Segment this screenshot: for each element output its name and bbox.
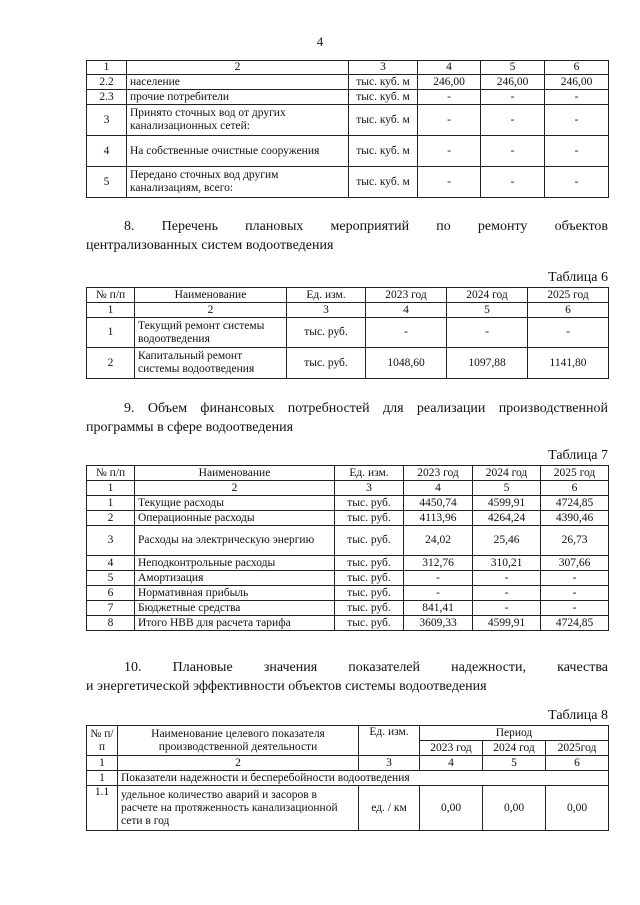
cell: 1 [87,771,118,786]
table-6 [86,287,609,379]
cell: тыс. куб. м [349,90,418,105]
header-cell: Ед. изм. [287,288,366,303]
cell: тыс. руб. [335,586,404,601]
table-row [87,136,609,167]
cell: 3 [87,526,135,556]
cell: 4 [418,61,481,75]
cell: тыс. руб. [335,556,404,571]
cell: - [418,105,481,136]
cell: - [481,167,545,198]
cell: - [418,136,481,167]
cell: Передано сточных вод другим канализациям, всего: [127,167,349,198]
cell: - [545,136,609,167]
cell: 2.2 [87,75,127,90]
table-header-row [87,726,609,741]
cell: 1 [87,61,127,75]
table-group-row [87,771,609,786]
cell: 310,21 [473,556,541,571]
table-row [87,526,609,556]
cell: 2.3 [87,90,127,105]
header-cell: Ед. изм. [359,726,420,756]
section-10-heading [86,658,608,696]
cell: 6 [528,303,609,318]
cell: 312,76 [404,556,473,571]
header-cell: № п/п [87,288,135,303]
cell: 5 [447,303,528,318]
cell: 4 [404,481,473,496]
table-continued [86,60,609,198]
table-row [87,586,609,601]
cell: Амортизация [135,571,335,586]
cell: тыс. руб. [335,616,404,631]
cell: 4113,96 [404,511,473,526]
section-9-heading [86,399,608,437]
table-row [87,556,609,571]
cell: Показатели надежности и бесперебойности водоотведения [118,771,609,786]
table-8-label: Таблица 8 [548,708,608,723]
table-index-row [87,303,609,318]
cell: 3609,33 [404,616,473,631]
cell: - [366,318,447,348]
cell: 1097,88 [447,348,528,379]
cell: 3 [287,303,366,318]
cell: 2 [87,511,135,526]
table-8 [86,725,609,831]
cell: тыс. куб. м [349,136,418,167]
cell: 6 [545,61,609,75]
cell: 0,00 [546,786,609,831]
cell: Капитальный ремонт системы водоотведения [135,348,287,379]
header-cell: Период [420,726,609,741]
cell: тыс. руб. [335,601,404,616]
cell: 6 [541,481,609,496]
cell: 0,00 [420,786,483,831]
cell: - [404,571,473,586]
cell: - [473,571,541,586]
cell: 2 [87,348,135,379]
table-index-row [87,481,609,496]
cell: 1 [87,756,118,771]
cell: 1141,80 [528,348,609,379]
cell: 4390,46 [541,511,609,526]
cell: 3 [87,105,127,136]
section-9-line-1: 9. Объем финансовых потребностей для реализации производственной [124,401,608,416]
header-cell: № п/п [87,726,118,756]
cell: - [545,90,609,105]
table-6-label: Таблица 6 [548,270,608,285]
cell: Операционные расходы [135,511,335,526]
cell: 4 [87,136,127,167]
cell: 4 [366,303,447,318]
cell: 3 [335,481,404,496]
cell: ед. / км [359,786,420,831]
cell: - [481,105,545,136]
table-row [87,496,609,511]
table-row [87,75,609,90]
table-header-row [87,288,609,303]
cell: Расходы на электрическую энергию [135,526,335,556]
cell: - [541,571,609,586]
header-cell: Ед. изм. [335,466,404,481]
header-cell: 2025 год [541,466,609,481]
header-cell: 2023 год [404,466,473,481]
cell: Нормативная прибыль [135,586,335,601]
cell: 4599,91 [473,616,541,631]
cell: 4724,85 [541,616,609,631]
cell: тыс. руб. [335,526,404,556]
cell: - [541,601,609,616]
cell: 2 [135,481,335,496]
cell: 2 [127,61,349,75]
cell: - [404,586,473,601]
cell: тыс. руб. [287,318,366,348]
cell: - [481,90,545,105]
cell: 6 [546,756,609,771]
cell: тыс. руб. [287,348,366,379]
cell: 1 [87,318,135,348]
table-row [87,511,609,526]
table-row [87,90,609,105]
cell: 1048,60 [366,348,447,379]
header-cell: 2024 год [447,288,528,303]
cell: - [481,136,545,167]
cell: тыс. руб. [335,496,404,511]
header-cell: 2025 год [528,288,609,303]
cell: 26,73 [541,526,609,556]
cell: 841,41 [404,601,473,616]
table-row [87,571,609,586]
cell: 0,00 [483,786,546,831]
cell: удельное количество аварий и засоров в расчете на протяженность канализационной сети в год [118,786,359,831]
header-cell: 2023 год [366,288,447,303]
cell: 246,00 [418,75,481,90]
header-cell: 2025год [546,741,609,756]
header-cell: 2024 год [473,466,541,481]
cell: Итого НВВ для расчета тарифа [135,616,335,631]
table-7-label: Таблица 7 [548,448,608,463]
cell: 4724,85 [541,496,609,511]
cell: 7 [87,601,135,616]
table-index-row [87,756,609,771]
section-8-heading [86,217,608,255]
cell: На собственные очистные сооружения [127,136,349,167]
cell: Неподконтрольные расходы [135,556,335,571]
cell: - [418,90,481,105]
cell: 2 [118,756,359,771]
header-cell: Наименование целевого показателя производственной деятельности [118,726,359,756]
cell: 8 [87,616,135,631]
cell: 4 [87,556,135,571]
cell: тыс. руб. [335,511,404,526]
cell: 4 [420,756,483,771]
table-row [87,105,609,136]
cell: 307,66 [541,556,609,571]
cell: 5 [483,756,546,771]
cell: 5 [481,61,545,75]
cell: - [473,601,541,616]
cell: - [541,586,609,601]
table-header-row [87,466,609,481]
cell: тыс. куб. м [349,75,418,90]
section-10-line-1: 10. Плановые значения показателей надежности, качества [124,660,608,675]
cell: 4599,91 [473,496,541,511]
cell: тыс. руб. [335,571,404,586]
cell: 3 [359,756,420,771]
cell: 1 [87,481,135,496]
section-8-line-1: 8. Перечень плановых мероприятий по ремонту объектов [124,219,608,234]
cell: тыс. куб. м [349,105,418,136]
table-7 [86,465,609,631]
header-cell: Наименование [135,288,287,303]
cell: - [545,167,609,198]
table-row [87,318,609,348]
header-cell: Наименование [135,466,335,481]
cell: 3 [349,61,418,75]
page-number: 4 [316,34,324,49]
cell: 5 [87,167,127,198]
cell: - [528,318,609,348]
cell: 25,46 [473,526,541,556]
cell: Бюджетные средства [135,601,335,616]
cell: Принято сточных вод от других канализационных сетей: [127,105,349,136]
cell: 5 [87,571,135,586]
cell: 1.1 [87,786,118,831]
cell: 246,00 [481,75,545,90]
cell: 1 [87,303,135,318]
cell: прочие потребители [127,90,349,105]
table-row [87,348,609,379]
table-row [87,167,609,198]
cell: 24,02 [404,526,473,556]
header-cell: № п/п [87,466,135,481]
section-10-line-2: и энергетической эффективности объектов системы водоотведения [86,679,487,694]
table-row [87,616,609,631]
cell: 6 [87,586,135,601]
cell: население [127,75,349,90]
cell: - [545,105,609,136]
header-cell: 2023 год [420,741,483,756]
cell: 5 [473,481,541,496]
table-row [87,601,609,616]
cell: Текущий ремонт системы водоотведения [135,318,287,348]
cell: Текущие расходы [135,496,335,511]
cell: 4264,24 [473,511,541,526]
cell: - [473,586,541,601]
cell: 1 [87,496,135,511]
table-row [87,786,609,831]
cell: - [447,318,528,348]
cell: 4450,74 [404,496,473,511]
section-9-line-2: программы в сфере водоотведения [86,420,294,435]
cell: тыс. куб. м [349,167,418,198]
table-index-row [87,61,609,75]
cell: 2 [135,303,287,318]
cell: 246,00 [545,75,609,90]
section-8-line-2: централизованных систем водоотведения [86,238,334,253]
cell: - [418,167,481,198]
header-cell: 2024 год [483,741,546,756]
